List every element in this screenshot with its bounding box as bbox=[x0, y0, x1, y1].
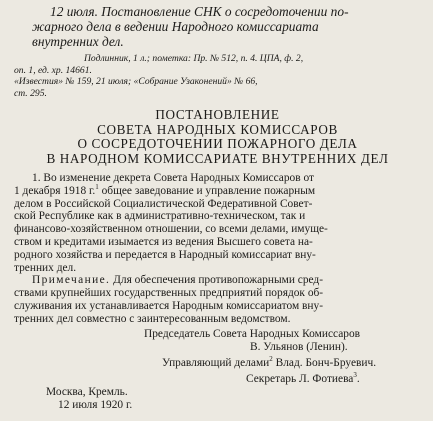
place-date: 12 июля 1920 г. bbox=[58, 398, 133, 411]
source-line-2: оп. 1, ед. хр. 14661. bbox=[14, 64, 92, 76]
manager-prefix: Управляющий делами bbox=[162, 356, 270, 369]
chair-title: Председатель Совета Народных Комиссаров bbox=[144, 327, 361, 340]
title-line-3: О СОСРЕДОТОЧЕНИИ ПОЖАРНОГО ДЕЛА bbox=[77, 136, 358, 151]
secretary-end: . bbox=[356, 372, 360, 385]
document-header bbox=[32, 4, 421, 49]
place-city: Москва, Кремль. bbox=[46, 385, 128, 398]
manager-signature bbox=[14, 354, 421, 370]
source-line-1: Подлинник, 1 л.; пометка: Пр. № 512, п. 4. ЦПА, ф. 2, bbox=[84, 53, 304, 64]
paragraph-1-line-1: 1. Во изменение декрета Совета Народных Комиссаров от bbox=[32, 172, 315, 184]
footnote-mark-3: 3 bbox=[353, 370, 357, 379]
decree-title bbox=[14, 108, 421, 166]
place-and-date bbox=[14, 386, 421, 412]
chair-name: В. Ульянов (Ленин). bbox=[250, 340, 348, 353]
note-paragraph bbox=[14, 274, 421, 325]
secretary-prefix: Секретарь Л. Фотиева bbox=[246, 372, 354, 385]
note-line-2: ствами крупнейших государственных предприятий порядок об- bbox=[14, 287, 324, 300]
title-line-1: ПОСТАНОВЛЕНИЕ bbox=[155, 107, 280, 122]
source-note bbox=[14, 53, 421, 99]
secretary-signature bbox=[14, 370, 421, 386]
note-label: Примечание. bbox=[32, 274, 111, 287]
note-line-3: служивания их устанавливается Народным комиссариатом вну- bbox=[14, 299, 323, 312]
paragraph-1 bbox=[14, 172, 421, 274]
paragraph-1-line-6: ством и кредитами изымается из ведения Высшего совета на- bbox=[14, 235, 313, 248]
source-line-4: ст. 295. bbox=[14, 87, 47, 99]
paragraph-1-line-4: ской Республике как в административно-техническом, так и bbox=[14, 210, 306, 223]
manager-name: Влад. Бонч-Бруевич. bbox=[272, 356, 377, 369]
paragraph-1-line-2-rest: общее заведование и управление пожарным bbox=[98, 184, 316, 197]
header-line-2: жарного дела в ведении Народного комиссариата bbox=[32, 19, 319, 34]
paragraph-1-line-2 bbox=[14, 185, 421, 198]
note-line-1 bbox=[14, 274, 421, 287]
title-line-4: В НАРОДНОМ КОМИССАРИАТЕ ВНУТРЕННИХ ДЕЛ bbox=[46, 150, 389, 166]
header-line-1: 12 июля. Постановление СНК о сосредоточении по- bbox=[50, 4, 349, 19]
paragraph-1-line-5: финансово-хозяйственном отношении, со всеми делами, имуще- bbox=[14, 223, 328, 236]
paragraph-1-line-7: родного хозяйства и передается в Народный комиссариат вну- bbox=[14, 248, 316, 261]
source-line-3: «Известия» № 159, 21 июля; «Собрание Узаконений» № 66, bbox=[14, 76, 258, 87]
footnote-mark-1: 1 bbox=[95, 183, 99, 191]
header-line-3: внутренних дел. bbox=[32, 34, 124, 49]
signature-block bbox=[14, 328, 421, 386]
paragraph-1-line-8: тренних дел. bbox=[14, 261, 77, 274]
note-line-4: тренних дел совместно с заинтересованным ведомством. bbox=[14, 312, 291, 325]
footnote-mark-2: 2 bbox=[269, 354, 273, 363]
note-line-1-text: Для обеспечения противопожарными сред- bbox=[110, 274, 324, 287]
paragraph-1-line-3: делом в Российской Социалистической Федеративной Совет- bbox=[14, 197, 313, 210]
paragraph-1-date: 1 декабря 1918 г. bbox=[14, 184, 96, 197]
title-line-2: СОВЕТА НАРОДНЫХ КОМИССАРОВ bbox=[97, 121, 338, 137]
